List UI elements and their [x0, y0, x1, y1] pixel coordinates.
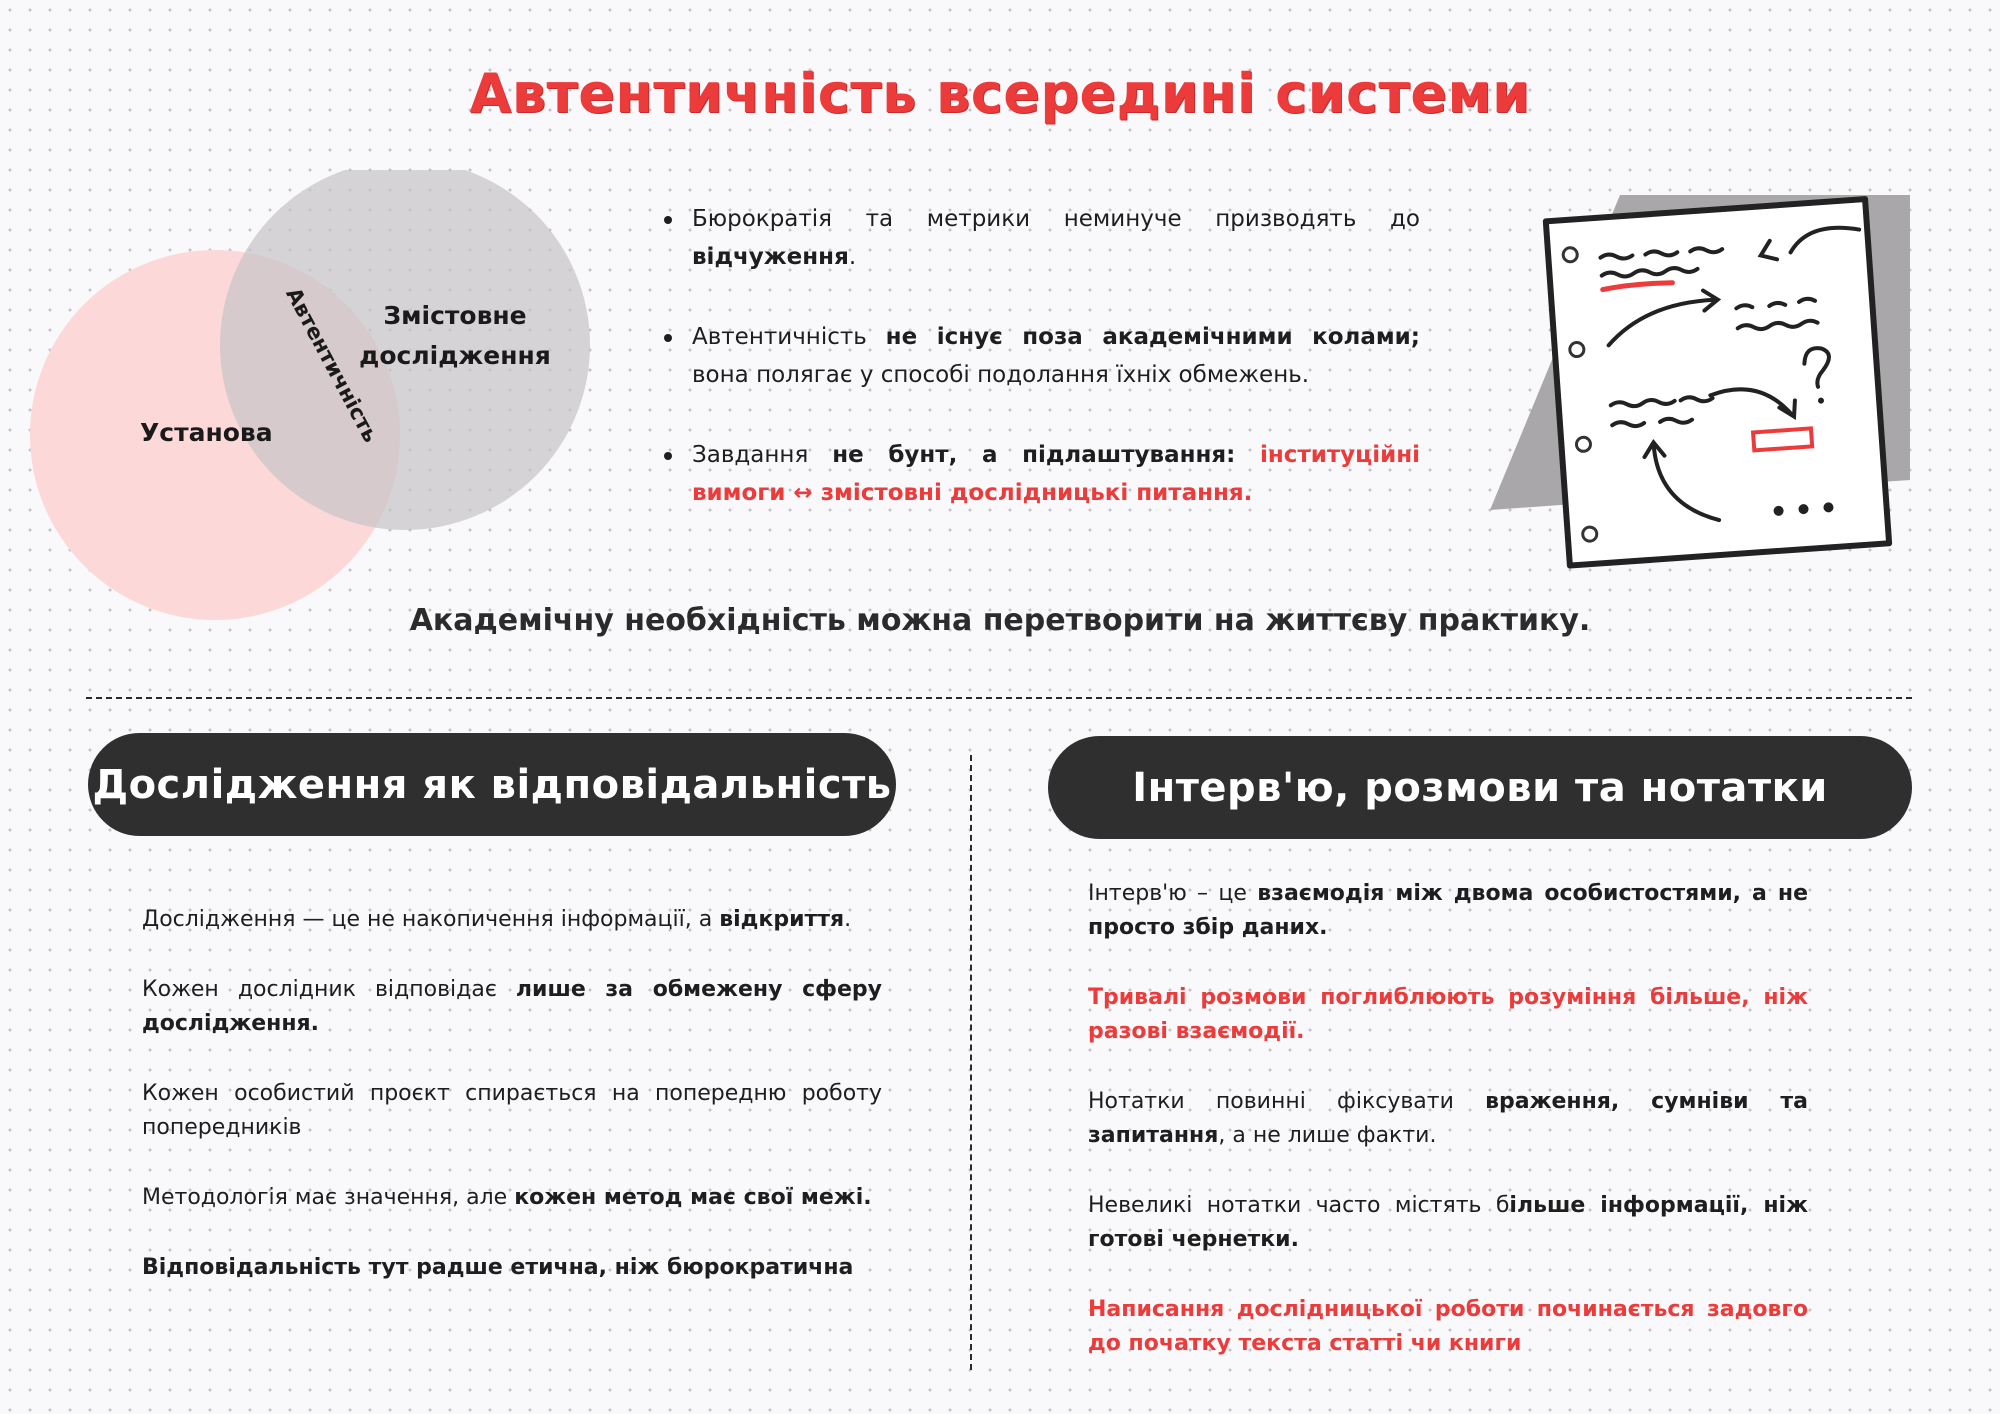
paragraph: Написання дослідницької роботи починається задовго до початку текста статті чи книги: [1088, 1297, 1808, 1356]
paragraph: Інтерв'ю – це взаємодія між двома особистостями, а не просто збір даних.: [1088, 881, 1808, 940]
horizontal-divider: [86, 697, 1912, 699]
paper-sheet: [1546, 199, 1889, 565]
document-illustration: [1480, 190, 1920, 580]
hole-icon: [1569, 342, 1584, 357]
venn-label-authenticity: Автентичність: [281, 283, 383, 447]
hole-icon: [1563, 247, 1578, 262]
paragraph: Відповідальність тут радше етична, ніж бюрократична: [142, 1255, 854, 1280]
hole-icon: [1582, 527, 1597, 542]
venn-label-research-line2: дослідження: [359, 341, 551, 370]
bullet-item: Автентичність не існує поза академічними колами; вона полягає у способі подолання їхніх обмежень.: [660, 318, 1420, 394]
right-column: [1088, 877, 1808, 1397]
paragraph: Тривалі розмови поглиблюють розуміння більше, ніж разові взаємодії.: [1088, 985, 1808, 1044]
venn-label-institution: Установа: [140, 418, 273, 447]
paragraph: Невеликі нотатки часто містять більше інформації, ніж готові чернетки.: [1088, 1193, 1808, 1252]
tagline: Академічну необхідність можна перетворити на життєву практику.: [409, 603, 1591, 638]
bullet-list: [660, 200, 1420, 554]
section-heading-research-responsibility: Дослідження як відповідальність: [88, 733, 896, 836]
red-highlight-box-icon: [1753, 428, 1812, 450]
paragraph: Кожен особистий проєкт спирається на попередню роботу попередників: [142, 1081, 882, 1140]
bullet-item: Бюрократія та метрики неминуче призводять до відчуження.: [660, 200, 1420, 276]
section-heading-interviews-notes: Інтерв'ю, розмови та нотатки: [1048, 736, 1912, 839]
paragraph: Дослідження — це не накопичення інформації, а відкриття.: [142, 907, 852, 932]
paragraph: Нотатки повинні фіксувати враження, сумніви та запитання, а не лише факти.: [1088, 1089, 1808, 1148]
vertical-divider: [970, 755, 972, 1370]
page-title: Автентичність всередині системи: [469, 62, 1531, 125]
bullet-item: Завдання не бунт, а підлаштування: інституційні вимоги ↔ змістовні дослідницькі питання.: [660, 436, 1420, 512]
paragraph: Кожен дослідник відповідає лише за обмежену сферу дослідження.: [142, 977, 882, 1036]
venn-label-research-line1: Змістовне: [383, 301, 527, 330]
hole-icon: [1576, 437, 1591, 452]
venn-diagram: [20, 170, 640, 630]
paragraph: Методологія має значення, але кожен метод має свої межі.: [142, 1185, 872, 1210]
venn-label-research: [355, 296, 555, 376]
left-column: [142, 903, 882, 1321]
